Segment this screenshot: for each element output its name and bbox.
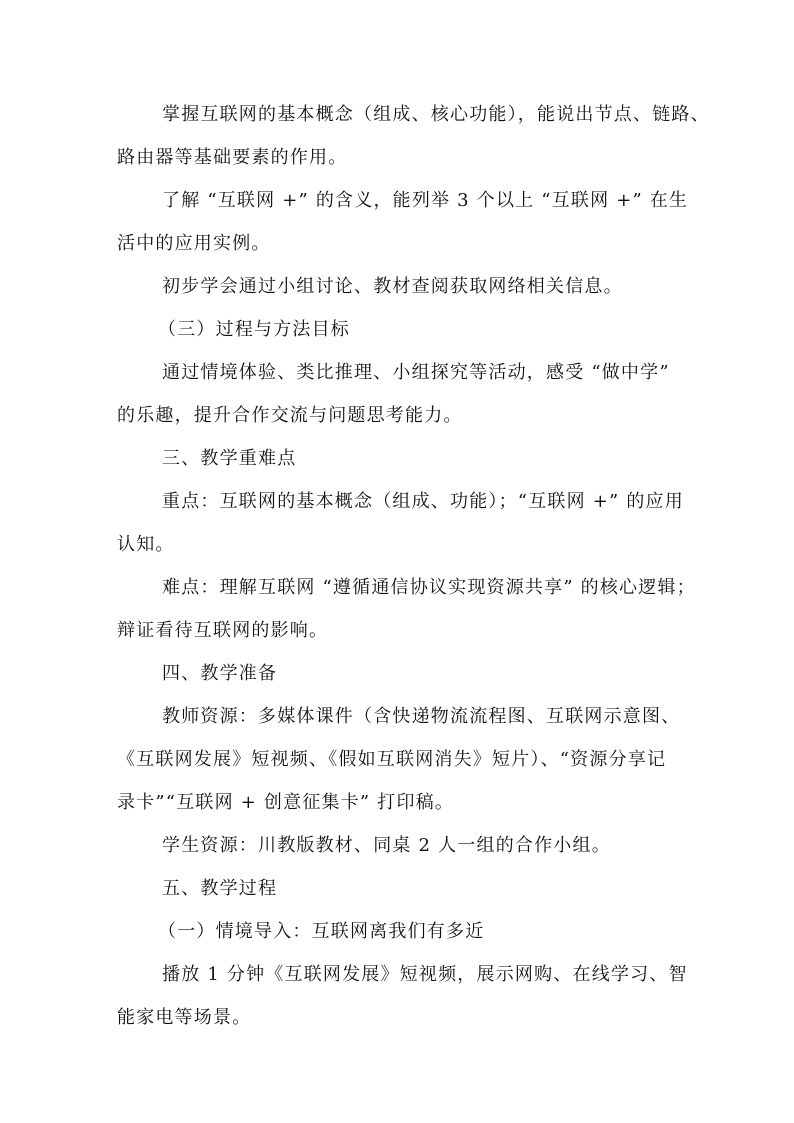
section-subheading: （三）过程与方法目标 [158,319,350,340]
section-heading: 三、教学重难点 [162,448,297,469]
paragraph-line: 认知。 [117,534,175,555]
paragraph-line: 辩证看待互联网的影响。 [117,620,329,641]
section-subheading: （一）情境导入：互联网离我们有多近 [158,921,485,942]
paragraph-line: 了解 “互联网 +” 的含义，能列举 3 个以上 “互联网 +” 在生 [162,190,689,211]
paragraph-line: 《互联网发展》短视频、《假如互联网消失》短片）、“资源分享记 [117,749,667,770]
paragraph-line: 播放 1 分钟《互联网发展》短视频，展示网购、在线学习、智 [162,964,688,985]
paragraph-line: 能家电等场景。 [117,1007,252,1028]
section-heading: 五、教学过程 [162,878,278,899]
paragraph-line: 通过情境体验、类比推理、小组探究等活动，感受 “做中学” [162,362,670,383]
paragraph-line: 活中的应用实例。 [117,233,271,254]
paragraph-line: 掌握互联网的基本概念（组成、核心功能），能说出节点、链路、 [162,104,710,125]
paragraph-line: 重点：互联网的基本概念（组成、功能）；“互联网 +” 的应用 [162,491,684,512]
paragraph-line: 初步学会通过小组讨论、教材查阅获取网络相关信息。 [162,276,623,297]
paragraph-line: 录卡”“互联网 + 创意征集卡” 打印稿。 [117,792,455,813]
paragraph-line: 路由器等基础要素的作用。 [117,147,348,168]
paragraph-line: 难点：理解互联网 “遵循通信协议实现资源共享” 的核心逻辑； [162,577,696,598]
paragraph-line: 的乐趣，提升合作交流与问题思考能力。 [117,405,463,426]
paragraph-line: 教师资源：多媒体课件（含快递物流流程图、互联网示意图、 [162,706,681,727]
paragraph-line: 学生资源：川教版教材、同桌 2 人一组的合作小组。 [162,835,611,856]
section-heading: 四、教学准备 [162,663,278,684]
